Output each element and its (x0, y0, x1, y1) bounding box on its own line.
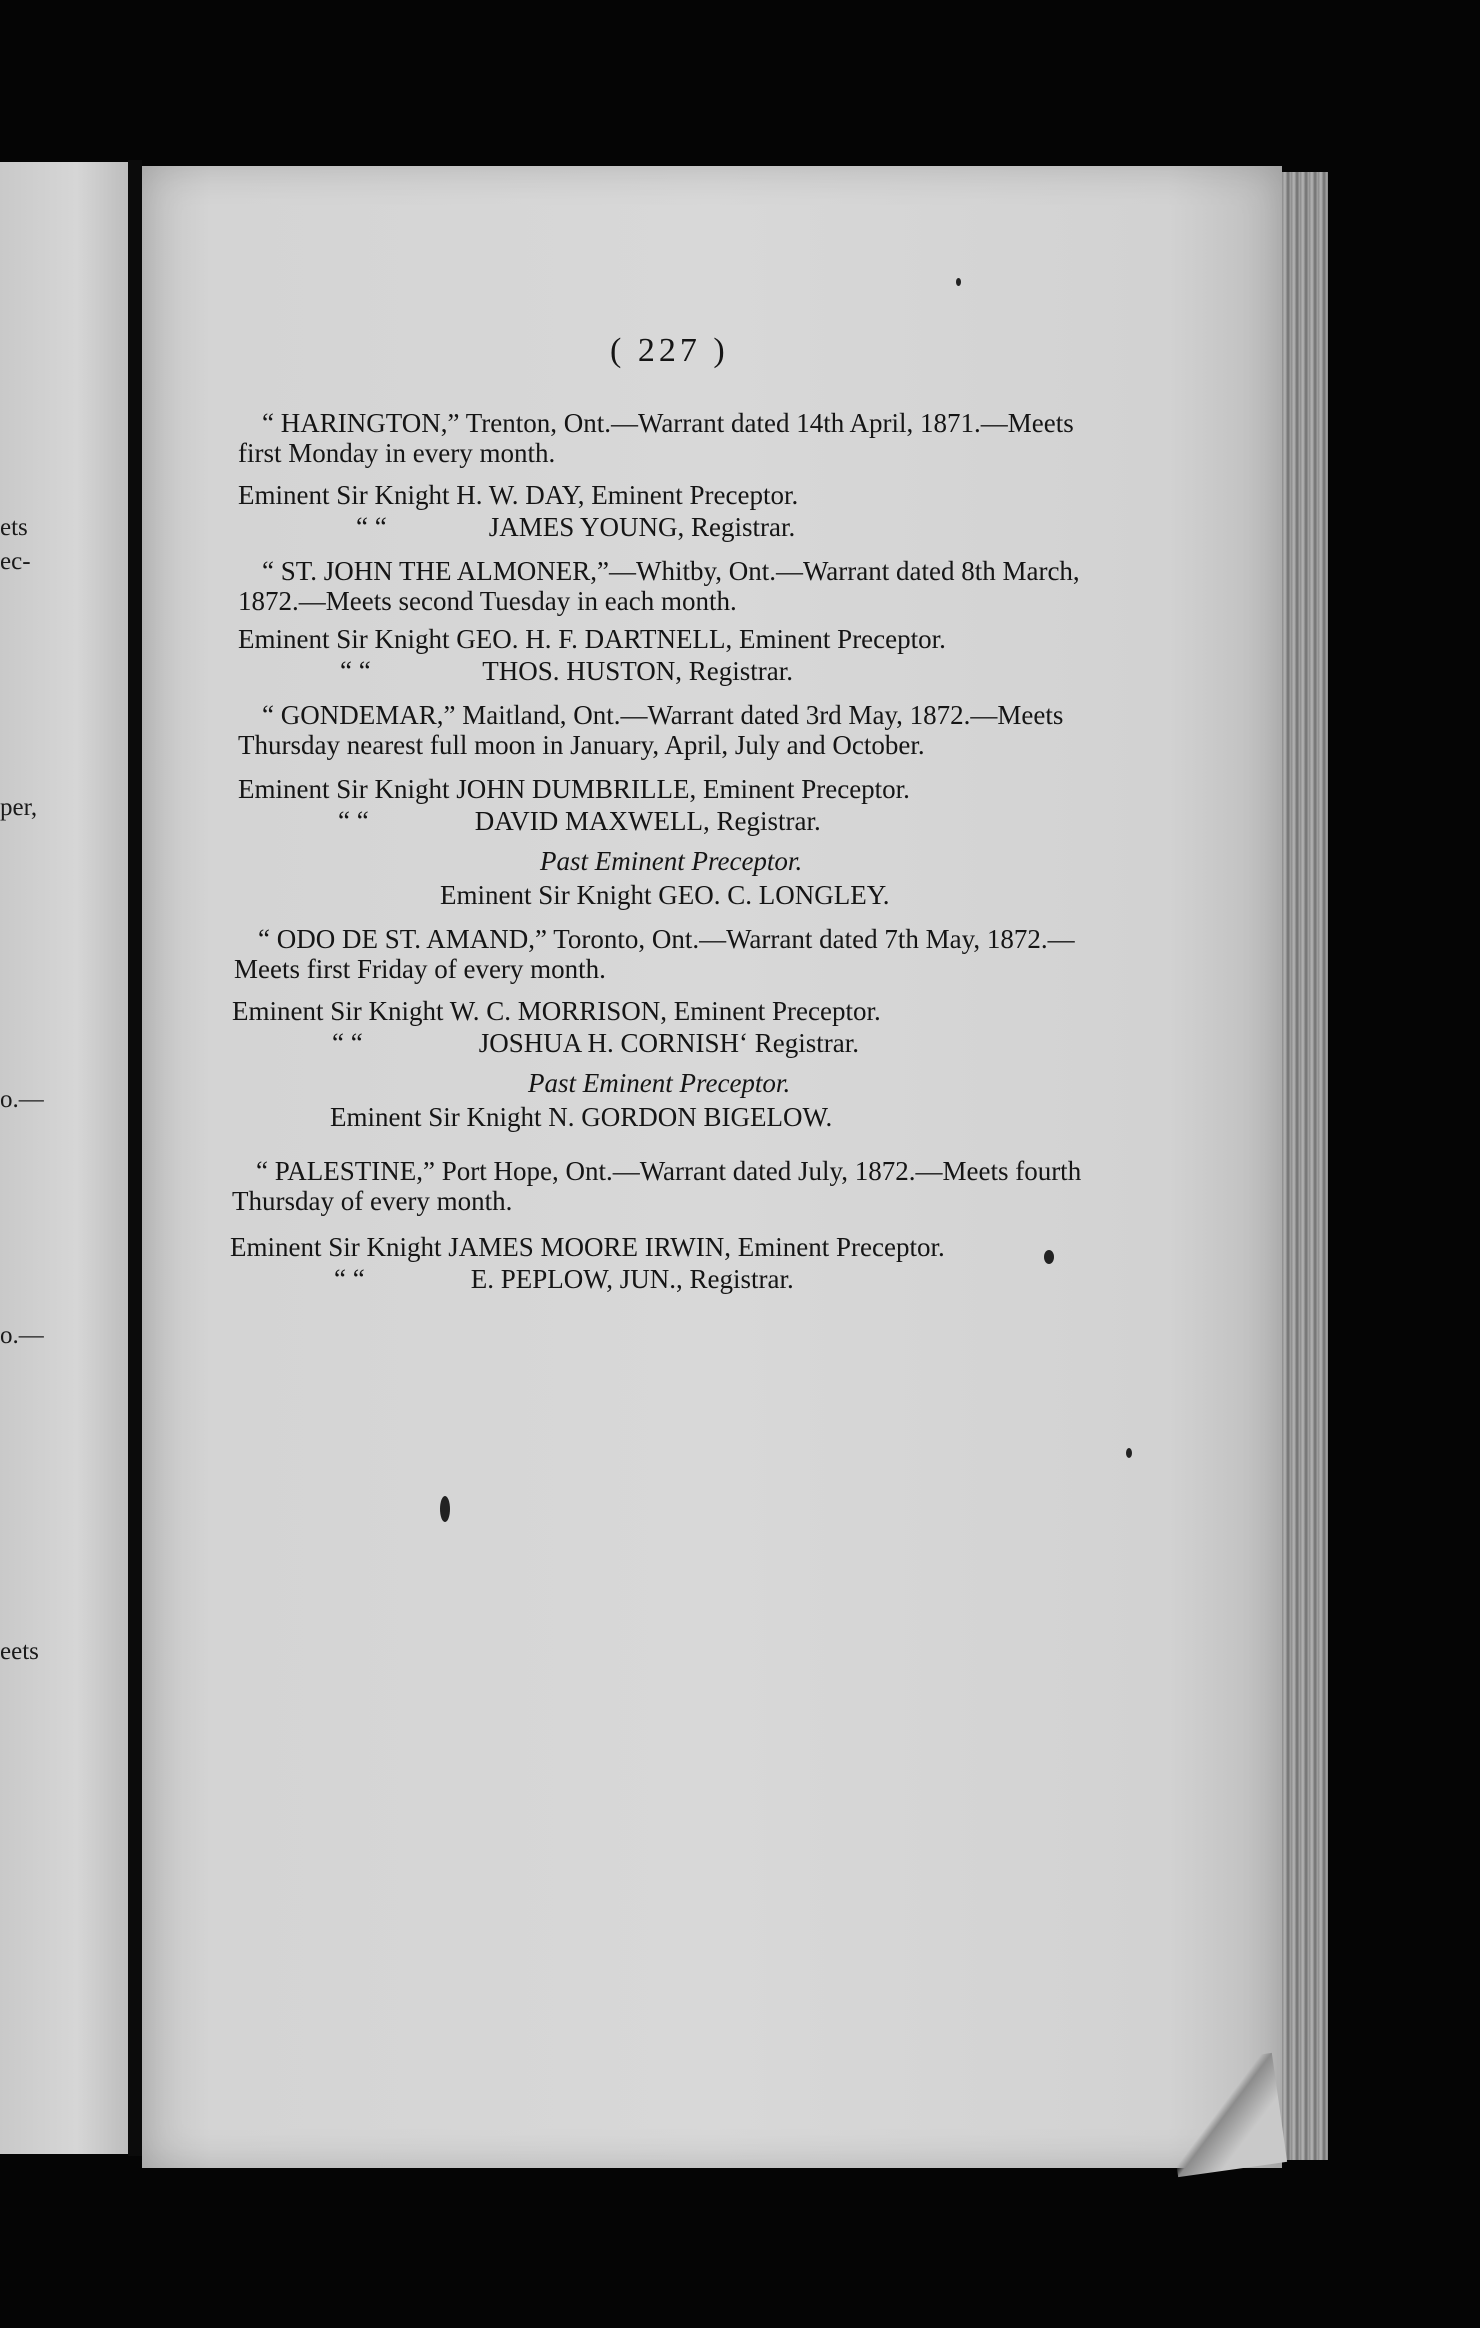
ink-speck (956, 278, 961, 286)
fragment-text: per, (0, 794, 38, 821)
officer-line (238, 774, 910, 804)
officer-name: DAVID MAXWELL, Registrar. (474, 806, 821, 836)
fragment-text: o.— (0, 1322, 44, 1349)
officer-line (334, 1264, 794, 1294)
entry-heading-line: “ HARINGTON,” Trenton, Ont.—Warrant dated 14th April, 1871.—Meets (262, 408, 1074, 438)
officer-name: H. W. DAY, Eminent Preceptor. (456, 480, 799, 510)
entry-heading-line: “ ST. JOHN THE ALMONER,”—Whitby, Ont.—Warrant dated 8th March, (262, 556, 1080, 586)
officer-name: JAMES MOORE IRWIN, Eminent Preceptor. (448, 1232, 945, 1262)
officer-name: JAMES YOUNG, Registrar. (488, 512, 796, 542)
fragment-text: ec- (0, 548, 31, 575)
officer-name: THOS. HUSTON, Registrar. (482, 656, 794, 686)
fragment-text: eets (0, 1638, 39, 1665)
section-heading: Past Eminent Preceptor. (528, 1068, 791, 1098)
entry-heading-line: “ GONDEMAR,” Maitland, Ont.—Warrant dated 3rd May, 1872.—Meets (262, 700, 1064, 730)
officer-line (238, 624, 946, 654)
officer-line (340, 656, 793, 686)
ditto-marks: “ “ (334, 1264, 365, 1294)
entry-heading-line: “ ODO DE ST. AMAND,” Toronto, Ont.—Warrant dated 7th May, 1872.— (258, 924, 1075, 954)
ink-speck (1126, 1448, 1132, 1458)
fragment-text: ets (0, 514, 28, 541)
ditto-marks: “ “ (338, 806, 369, 836)
officer-name: JOSHUA H. CORNISH‘ Registrar. (478, 1028, 860, 1058)
officer-title: Eminent Sir Knight (230, 1232, 442, 1262)
ditto-marks: “ “ (340, 656, 371, 686)
entry-heading-line: first Monday in every month. (238, 438, 556, 468)
officer-line (332, 1028, 859, 1058)
past-preceptor-line: Eminent Sir Knight GEO. C. LONGLEY. (440, 880, 890, 910)
officer-line (230, 1232, 945, 1262)
officer-title: Eminent Sir Knight (238, 480, 450, 510)
ink-speck (1044, 1250, 1054, 1264)
past-preceptor-line: Eminent Sir Knight N. GORDON BIGELOW. (330, 1102, 833, 1132)
officer-title: Eminent Sir Knight (232, 996, 444, 1026)
entry-heading-line: Thursday of every month. (232, 1186, 513, 1216)
officer-line (338, 806, 821, 836)
ditto-marks: “ “ (356, 512, 387, 542)
entry-heading-line: Meets first Friday of every month. (234, 954, 606, 984)
fragment-text: o.— (0, 1086, 44, 1113)
officer-title: Eminent Sir Knight (238, 624, 450, 654)
officer-name: GEO. H. F. DARTNELL, Eminent Preceptor. (456, 624, 946, 654)
page-number: ( 227 ) (610, 332, 729, 369)
officer-line (238, 480, 798, 510)
section-heading: Past Eminent Preceptor. (540, 846, 803, 876)
officer-name: E. PEPLOW, JUN., Registrar. (470, 1264, 794, 1294)
officer-name: JOHN DUMBRILLE, Eminent Preceptor. (456, 774, 910, 804)
ditto-marks: “ “ (332, 1028, 363, 1058)
entry-heading-line: Thursday nearest full moon in January, April, July and October. (238, 730, 925, 760)
officer-title: Eminent Sir Knight (238, 774, 450, 804)
entry-heading-line: “ PALESTINE,” Port Hope, Ont.—Warrant dated July, 1872.—Meets fourth (256, 1156, 1082, 1186)
officer-name: W. C. MORRISON, Eminent Preceptor. (449, 996, 881, 1026)
ink-speck (440, 1496, 450, 1522)
officer-line (356, 512, 795, 542)
entry-heading-line: 1872.—Meets second Tuesday in each month. (238, 586, 737, 616)
officer-line (232, 996, 881, 1026)
